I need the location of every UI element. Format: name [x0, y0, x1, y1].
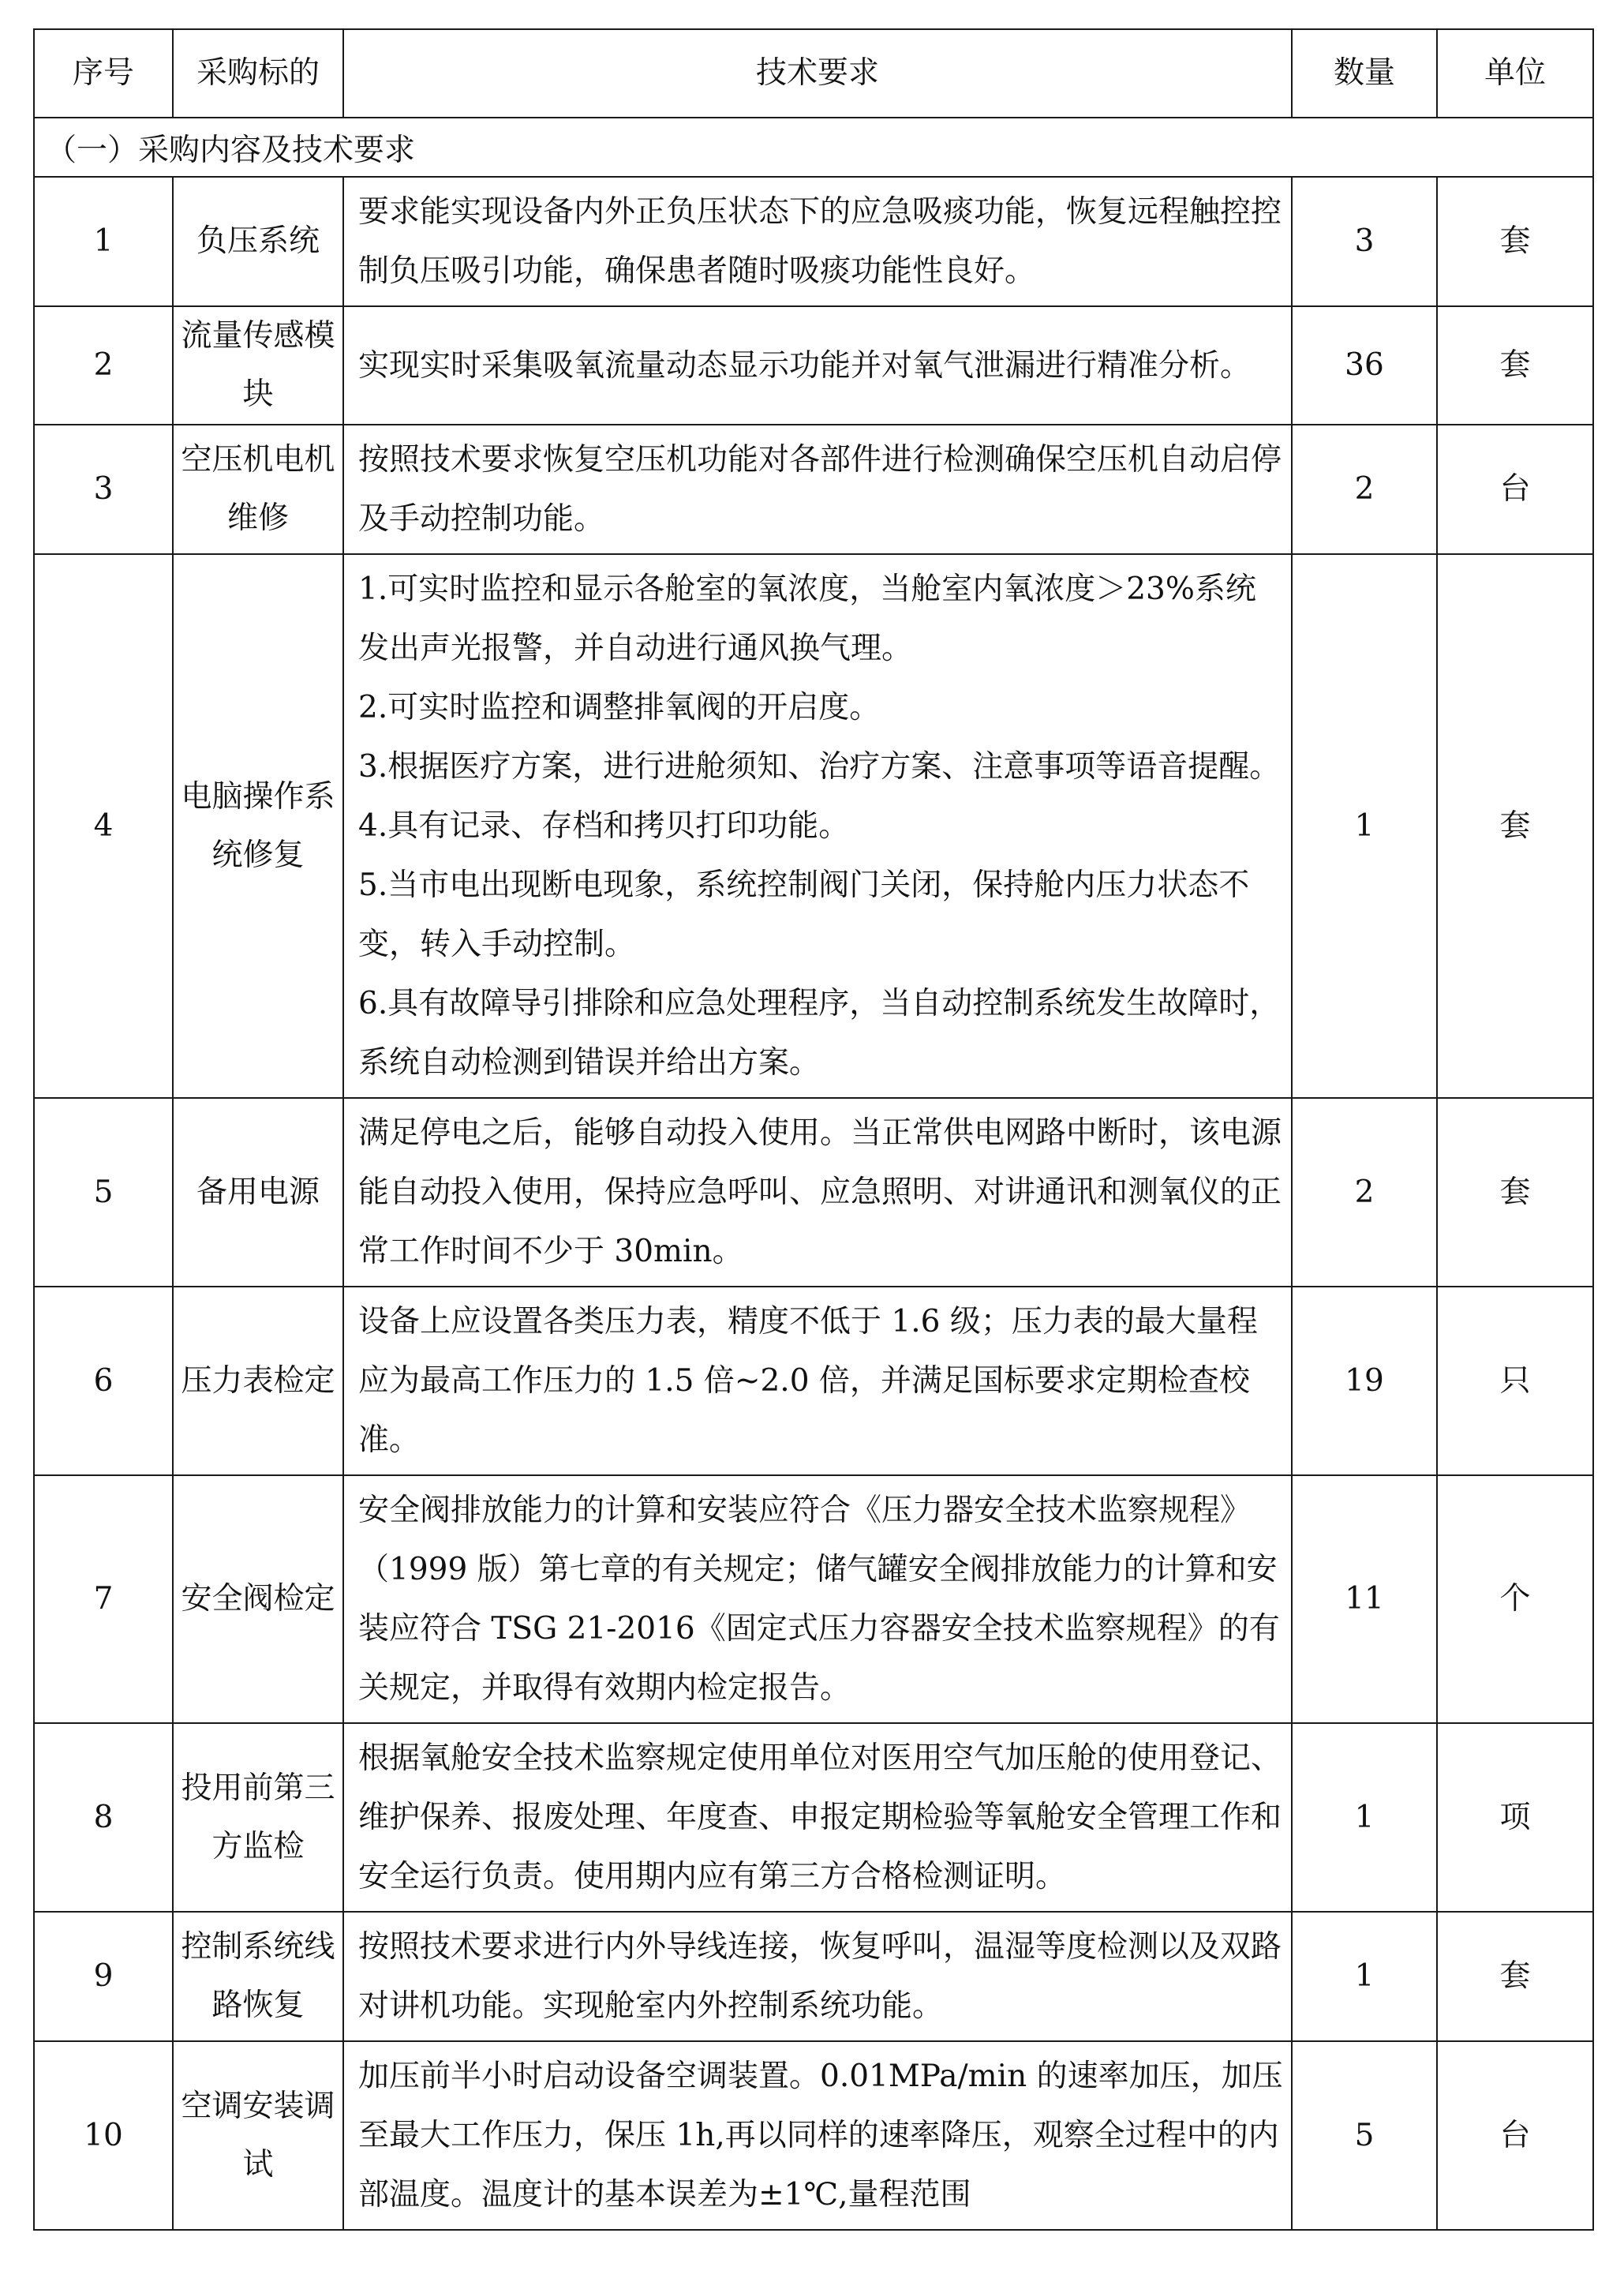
requirement-text: 5.当市电出现断电现象，系统控制阀门关闭，保持舱内压力状态不变，转入手动控制。 — [358, 867, 1250, 962]
procurement-item-line: 块 — [242, 377, 274, 412]
unit-value: 套 — [1437, 1098, 1593, 1287]
table-row — [34, 177, 1593, 306]
procurement-item — [173, 425, 343, 554]
header-item: 采购标的 — [173, 29, 343, 118]
table-row — [34, 425, 1593, 554]
table-row — [34, 306, 1593, 425]
technical-requirements — [343, 2041, 1292, 2230]
procurement-item-line: 压力表检定 — [181, 1362, 335, 1399]
table-header-row — [34, 29, 1593, 118]
technical-requirements — [343, 1912, 1292, 2041]
requirement-text: 满足停电之后，能够自动投入使用。当正常供电网路中断时，该电源能自动投入使用，保持应急呼叫、应急照明、对讲通讯和测氧仪的正常工作时间不少于 30min。 — [358, 1115, 1282, 1269]
unit-value: 项 — [1437, 1723, 1593, 1912]
row-number: 10 — [34, 2041, 173, 2230]
requirement-text: 按照技术要求进行内外导线连接，恢复呼叫，温湿等度检测以及双路对讲机功能。实现舱室内外控制系统功能。 — [358, 1929, 1282, 2024]
header-requirements: 技术要求 — [343, 29, 1292, 118]
technical-requirements — [343, 1098, 1292, 1287]
table-row — [34, 1287, 1593, 1475]
row-number: 4 — [34, 554, 173, 1098]
procurement-item-line: 维修 — [226, 500, 289, 536]
procurement-item-line: 电脑操作系 — [181, 778, 335, 815]
row-number: 2 — [34, 306, 173, 425]
requirement-text: 加压前半小时启动设备空调装置。0.01MPa/min 的速率加压，加压至最大工作压力，保压 1h,再以同样的速率降压，观察全过程中的内部温度。温度计的基本误差为±1℃,量程范围 — [358, 2059, 1283, 2212]
procurement-item-line: 空压机电机 — [181, 442, 335, 478]
unit-value: 个 — [1437, 1475, 1593, 1723]
table-row — [34, 554, 1593, 1098]
technical-requirements — [343, 1475, 1292, 1723]
procurement-item — [173, 1475, 343, 1723]
quantity-value: 5 — [1292, 2041, 1437, 2230]
quantity-value: 1 — [1292, 554, 1437, 1098]
row-number: 1 — [34, 177, 173, 306]
quantity-value: 19 — [1292, 1287, 1437, 1475]
quantity-value: 36 — [1292, 306, 1437, 425]
unit-value: 套 — [1437, 177, 1593, 306]
quantity-value: 2 — [1292, 425, 1437, 554]
technical-requirements — [343, 425, 1292, 554]
procurement-item — [173, 1912, 343, 2041]
procurement-item — [173, 1098, 343, 1287]
procurement-item — [173, 306, 343, 425]
procurement-item-line: 统修复 — [211, 837, 305, 873]
quantity-value: 1 — [1292, 1912, 1437, 2041]
procurement-item-line: 试 — [242, 2146, 274, 2182]
procurement-item-line: 控制系统线 — [181, 1929, 335, 1965]
procurement-item — [173, 2041, 343, 2230]
procurement-item-line: 流量传感模 — [181, 318, 335, 354]
header-quantity: 数量 — [1292, 29, 1437, 118]
table-row — [34, 1723, 1593, 1912]
row-number: 8 — [34, 1723, 173, 1912]
requirement-text: 6.具有故障导引排除和应急处理程序，当自动控制系统发生故障时，系统自动检测到错误并给出方案。 — [358, 986, 1281, 1081]
procurement-item-line: 备用电源 — [196, 1174, 320, 1210]
technical-requirements — [343, 306, 1292, 425]
procurement-item-line: 安全阀检定 — [181, 1581, 335, 1617]
requirement-text: 根据氧舱安全技术监察规定使用单位对医用空气加压舱的使用登记、维护保养、报废处理、年度查、申报定期检验等氧舱安全管理工作和安全运行负责。使用期内应有第三方合格检测证明。 — [358, 1740, 1282, 1894]
row-number: 6 — [34, 1287, 173, 1475]
unit-value: 套 — [1437, 554, 1593, 1098]
header-no: 序号 — [34, 29, 173, 118]
procurement-item-line: 方监检 — [211, 1828, 305, 1864]
procurement-item-line: 投用前第三 — [181, 1770, 335, 1806]
section-row — [34, 118, 1593, 177]
requirement-text: 实现实时采集吸氧流量动态显示功能并对氧气泄漏进行精准分析。 — [358, 347, 1252, 384]
procurement-item — [173, 1723, 343, 1912]
unit-value: 套 — [1437, 306, 1593, 425]
requirement-text: 设备上应设置各类压力表，精度不低于 1.6 级；压力表的最大量程应为最高工作压力的 1.5 倍~2.0 倍，并满足国标要求定期检查校准。 — [358, 1304, 1258, 1458]
procurement-item — [173, 1287, 343, 1475]
requirement-text: 3.根据医疗方案，进行进舱须知、治疗方案、注意事项等语音提醒。 — [358, 749, 1281, 785]
unit-value: 台 — [1437, 425, 1593, 554]
technical-requirements — [343, 177, 1292, 306]
procurement-item-line: 负压系统 — [196, 223, 320, 259]
requirement-text: 安全阀排放能力的计算和安装应符合《压力器安全技术监察规程》（1999 版）第七章的有关规定；储气罐安全阀排放能力的计算和安装应符合 TSG 21-2016《固定式压力容器安全技术监察规程》的有关规定，并取得有效期内检定报告。 — [358, 1493, 1280, 1706]
requirement-text: 2.可实时监控和调整排氧阀的开启度。 — [358, 690, 881, 725]
table-body — [34, 118, 1593, 2230]
procurement-item — [173, 177, 343, 306]
unit-value: 套 — [1437, 1912, 1593, 2041]
requirement-text: 4.具有记录、存档和拷贝打印功能。 — [358, 808, 850, 844]
row-number: 7 — [34, 1475, 173, 1723]
quantity-value: 3 — [1292, 177, 1437, 306]
technical-requirements — [343, 554, 1292, 1098]
table-row — [34, 1912, 1593, 2041]
quantity-value: 2 — [1292, 1098, 1437, 1287]
procurement-item — [173, 554, 343, 1098]
requirement-text: 按照技术要求恢复空压机功能对各部件进行检测确保空压机自动启停及手动控制功能。 — [358, 442, 1282, 537]
technical-requirements — [343, 1287, 1292, 1475]
requirement-text: 要求能实现设备内外正负压状态下的应急吸痰功能，恢复远程触控控制负压吸引功能，确保患者随时吸痰功能性良好。 — [358, 194, 1282, 289]
table-row — [34, 1098, 1593, 1287]
row-number: 3 — [34, 425, 173, 554]
table-row — [34, 2041, 1593, 2230]
row-number: 5 — [34, 1098, 173, 1287]
procurement-item-line: 路恢复 — [211, 1988, 305, 2023]
procurement-spec-table — [33, 28, 1594, 2231]
section-title: （一）采购内容及技术要求 — [34, 118, 1593, 177]
requirement-text: 1.可实时监控和显示各舱室的氧浓度，当舱室内氧浓度＞23%系统发出声光报警，并自动进行通风换气理。 — [358, 571, 1256, 666]
technical-requirements — [343, 1723, 1292, 1912]
row-number: 9 — [34, 1912, 173, 2041]
quantity-value: 1 — [1292, 1723, 1437, 1912]
unit-value: 只 — [1437, 1287, 1593, 1475]
unit-value: 台 — [1437, 2041, 1593, 2230]
procurement-item-line: 空调安装调 — [181, 2088, 335, 2124]
quantity-value: 11 — [1292, 1475, 1437, 1723]
table-row — [34, 1475, 1593, 1723]
header-unit: 单位 — [1437, 29, 1593, 118]
